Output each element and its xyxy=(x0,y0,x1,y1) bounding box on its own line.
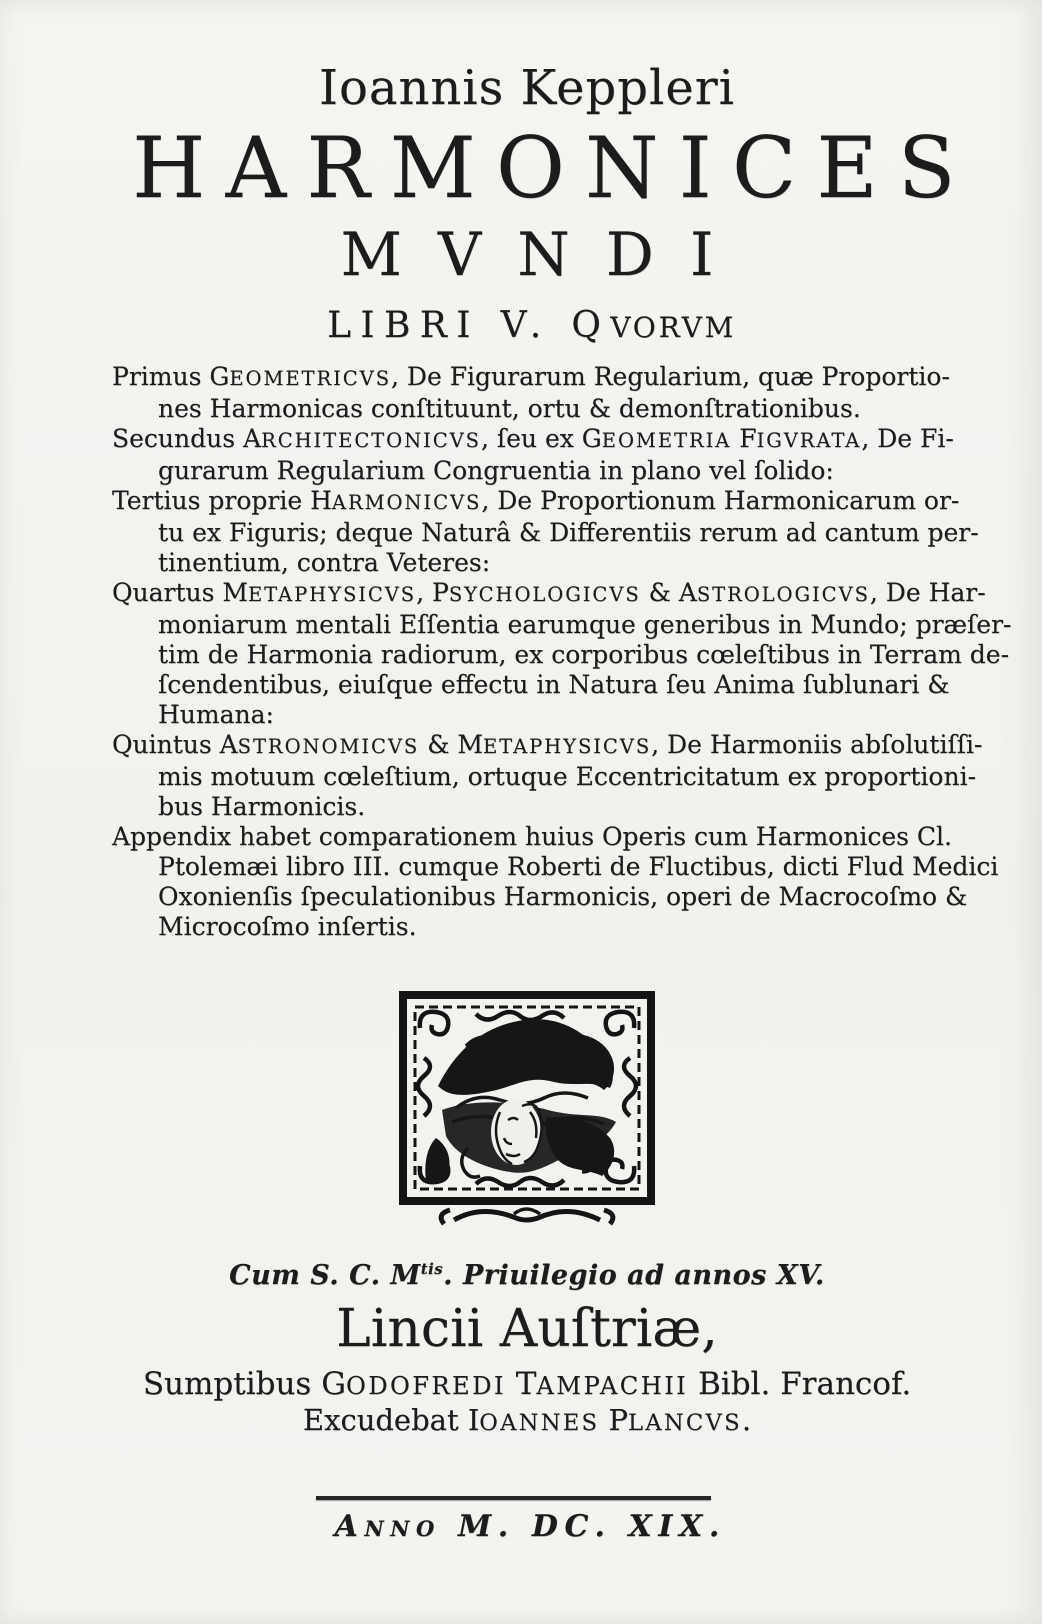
book-entry-line xyxy=(112,485,960,518)
book-entry xyxy=(112,485,979,578)
text-segment: ſcendentibus, eiuſque effectu in Natura ſeu Anima ſublunari & xyxy=(158,669,950,699)
books-heading xyxy=(112,304,942,347)
text-segment: & A xyxy=(640,577,697,607)
text-segment: T xyxy=(505,1366,537,1403)
text-segment: , De Proportionum Harmonicarum or- xyxy=(481,485,960,515)
text-segment: Appendix habet comparationem huius Operis cum Harmonices Cl. xyxy=(112,821,952,851)
text-segment: SYCHOLOGICVS xyxy=(448,582,641,606)
text-segment: Sumptibus G xyxy=(142,1366,346,1403)
book-entry-line xyxy=(158,394,942,424)
book-entry-line xyxy=(112,577,986,610)
text-segment: AMPACHII xyxy=(536,1372,689,1401)
divider-rule xyxy=(316,1496,711,1500)
book-entry-line xyxy=(158,456,942,486)
privilege-prefix: Cum S. C. M xyxy=(229,1259,421,1291)
text-segment: STROLOGICVS xyxy=(696,582,870,606)
page-title-main: HARMONICES xyxy=(132,118,976,217)
book-entry xyxy=(112,821,999,942)
text-segment: ODOFREDI xyxy=(345,1372,506,1401)
text-segment: nes Harmonicas conſtituunt, ortu & demonſtrationibus. xyxy=(158,393,861,423)
book-entry-line xyxy=(158,761,977,792)
text-segment: Microcoſmo inſertis. xyxy=(158,911,417,941)
text-segment: Secundus A xyxy=(112,423,262,453)
text-segment: tinentium, contra Veteres: xyxy=(158,547,491,577)
book-entry-line xyxy=(158,548,942,578)
text-segment: Quartus M xyxy=(112,577,248,607)
book-entry-line xyxy=(158,912,942,942)
text-segment: EOMETRICVS xyxy=(229,366,392,390)
text-segment: Oxonienſis ſpeculationibus Harmonicis, operi de Macrocoſmo & xyxy=(158,881,968,911)
page-title-sub: MVNDI xyxy=(340,219,750,290)
text-segment: tim de Harmonia radiorum, ex corporibus cœleſtibus in Terram de- xyxy=(158,639,1010,669)
text-segment: Tertius proprie H xyxy=(112,485,332,515)
book-entry-line xyxy=(158,639,1010,670)
text-segment: , P xyxy=(416,577,449,607)
book-entry-line xyxy=(158,700,942,730)
text-segment: ETAPHYSICVS xyxy=(247,582,417,606)
text-segment: Quintus A xyxy=(112,729,238,759)
book-entry xyxy=(112,361,950,424)
text-segment: F xyxy=(731,423,757,453)
book-entry-line xyxy=(158,881,968,912)
book-entry xyxy=(112,577,1012,730)
woodcut-ornament-icon xyxy=(396,988,658,1238)
book-list xyxy=(112,361,1012,942)
imprint-place: Lincii Auſtriæ, xyxy=(336,1299,718,1360)
text-segment: ARMONICVS xyxy=(331,490,482,514)
text-segment: Ptolemæi libro III. cumque Roberti de Fluctibus, dicti Flud Medici xyxy=(158,851,999,881)
book-entry-line xyxy=(112,821,952,852)
book-entry-line xyxy=(158,669,950,700)
text-segment: tu ex Figuris; deque Naturâ & Differentiis rerum ad cantum per- xyxy=(158,517,979,547)
text-segment: LANCVS xyxy=(628,1410,742,1437)
text-segment: , De Fi- xyxy=(861,423,954,453)
text-segment: & M xyxy=(419,729,483,759)
text-segment: , De Harmoniis abſolutiſſi- xyxy=(651,729,983,759)
imprint-printer xyxy=(112,1403,942,1438)
printers-device-woodcut xyxy=(112,988,942,1238)
text-segment: OANNES xyxy=(479,1410,600,1437)
book-entry xyxy=(112,423,954,486)
text-segment: Humana: xyxy=(158,699,274,729)
book-entry xyxy=(112,729,983,822)
book-entry-line xyxy=(112,423,954,456)
text-segment: , ſeu ex G xyxy=(480,423,602,453)
privilege-line xyxy=(112,1260,942,1292)
text-segment: mis motuum cœleſtium, ortuque Eccentricitatum ex proportioni- xyxy=(158,761,977,791)
book-entry-line xyxy=(158,517,979,548)
text-segment: LIBRI V. Q xyxy=(327,304,611,346)
text-segment: Primus G xyxy=(112,361,230,391)
book-entry-line xyxy=(158,851,999,882)
text-segment: , De Figurarum Regularium, quæ Proportio- xyxy=(391,361,950,391)
text-segment: moniarum mentali Eſſentia earumque generibus in Mundo; præſer- xyxy=(158,609,1012,639)
text-segment: EOMETRIA xyxy=(601,428,732,452)
imprint-publisher xyxy=(112,1366,942,1403)
text-segment: VORVM xyxy=(610,310,737,344)
text-segment: STRONOMICVS xyxy=(237,734,420,758)
privilege-superscript: tis xyxy=(420,1259,444,1278)
book-entry-line xyxy=(112,729,983,762)
book-entry-line xyxy=(112,361,950,394)
text-segment: , De Har- xyxy=(869,577,986,607)
book-entry-line xyxy=(158,609,1012,640)
text-segment: P xyxy=(599,1403,629,1438)
imprint-year: Anno M. DC. XIX. xyxy=(334,1509,726,1545)
text-segment: . xyxy=(741,1403,752,1438)
text-segment: RCHITECTONICVS xyxy=(261,428,481,452)
book-entry-line xyxy=(158,792,942,822)
text-segment: IGVRATA xyxy=(756,428,862,452)
text-segment: bus Harmonicis. xyxy=(158,791,366,821)
text-segment: Excudebat I xyxy=(302,1403,480,1438)
text-segment: Bibl. Francof. xyxy=(688,1366,912,1403)
text-segment: gurarum Regularium Congruentia in plano vel ſolido: xyxy=(158,455,834,485)
text-segment: ETAPHYSICVS xyxy=(483,734,652,758)
privilege-suffix: . Priuilegio ad annos XV. xyxy=(443,1259,825,1291)
page-title-author: Ioannis Keppleri xyxy=(318,60,736,116)
